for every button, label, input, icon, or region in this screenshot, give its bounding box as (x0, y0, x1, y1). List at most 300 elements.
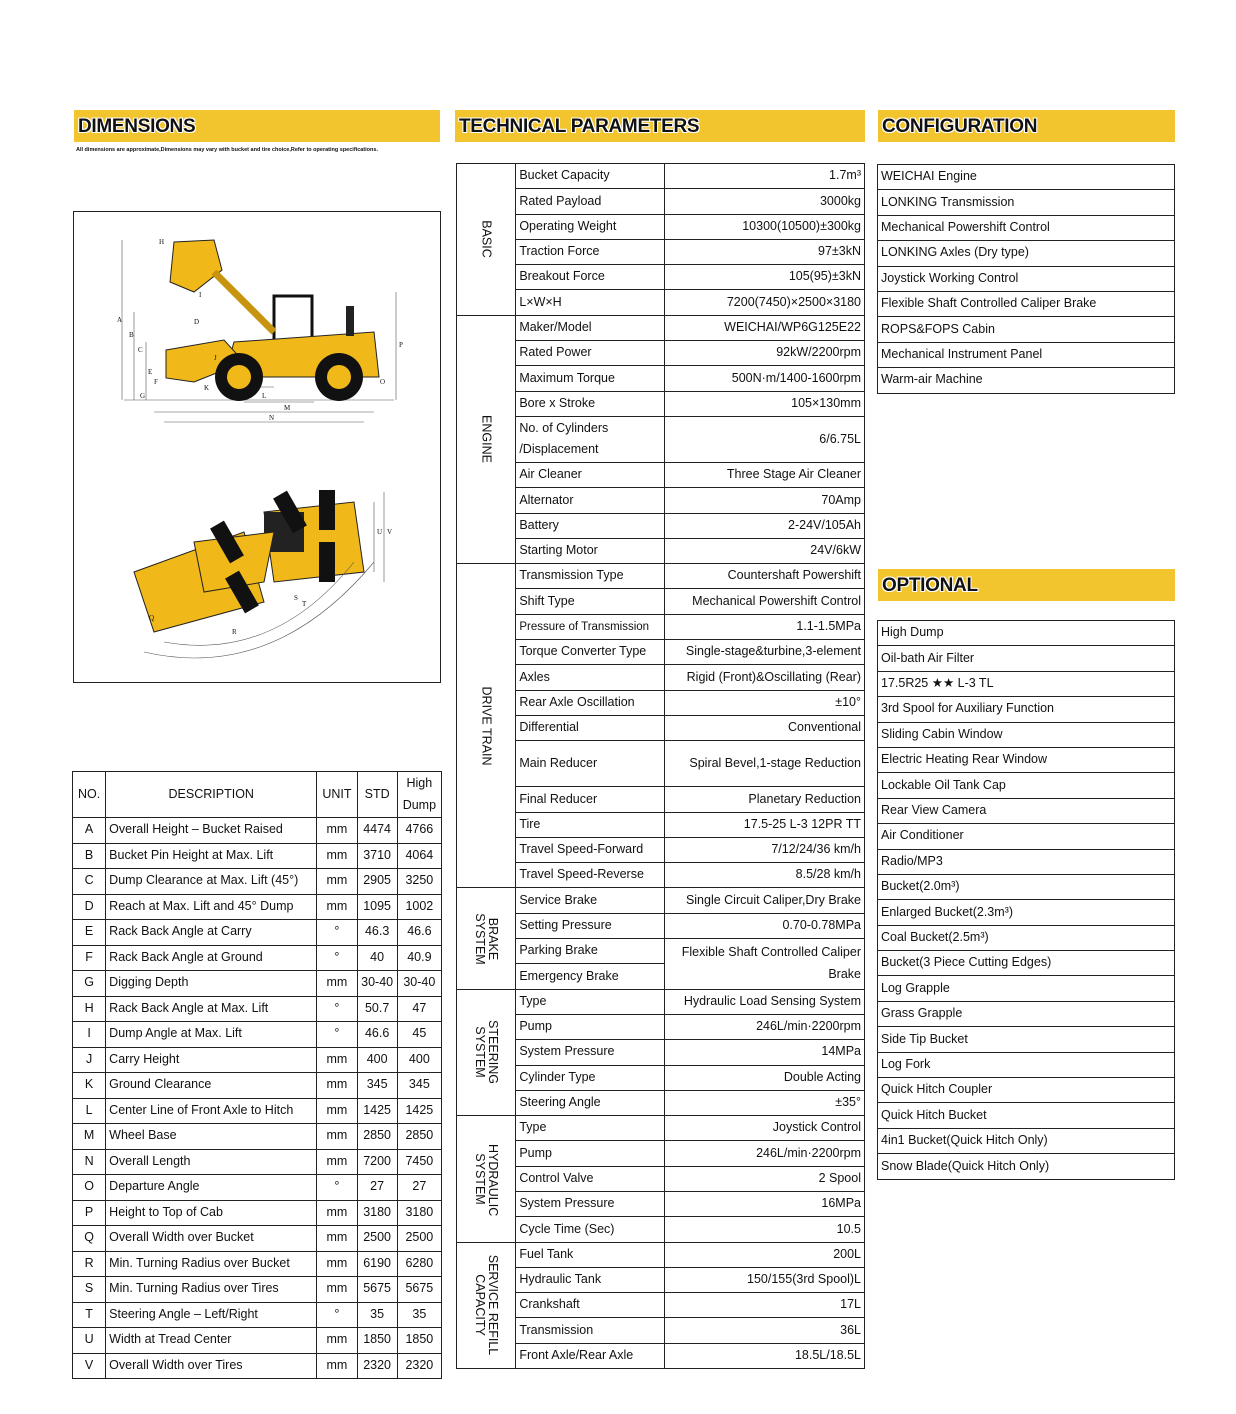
table-row (73, 1098, 442, 1124)
dim-no: K (73, 1073, 106, 1099)
param-value: ±35° (665, 1090, 865, 1115)
table-row (457, 462, 865, 487)
col-high-dump: High Dump (397, 772, 441, 818)
param-value: Single Circuit Caliper,Dry Brake (665, 888, 865, 913)
param-name: Maximum Torque (516, 366, 665, 391)
configuration-header-text: CONFIGURATION (882, 116, 1038, 137)
dim-std: 46.3 (357, 920, 397, 946)
param-value: ±10° (665, 690, 865, 715)
param-value: 1.7m³ (665, 164, 865, 189)
param-name: Axles (516, 665, 665, 690)
param-name: Setting Pressure (516, 913, 665, 938)
table-row (457, 341, 865, 366)
param-value: 7200(7450)×2500×3180 (665, 290, 865, 315)
optional-item: Log Fork (878, 1052, 1175, 1077)
dim-unit: mm (317, 843, 357, 869)
optional-item: Sliding Cabin Window (878, 722, 1175, 747)
label-R: R (232, 628, 237, 636)
label-M: M (284, 404, 291, 412)
optional-item: Air Conditioner (878, 824, 1175, 849)
param-name: System Pressure (516, 1040, 665, 1065)
configuration-item: Mechanical Powershift Control (878, 215, 1175, 240)
list-item (878, 925, 1175, 950)
param-value: Hydraulic Load Sensing System (665, 989, 865, 1014)
table-row (457, 715, 865, 740)
label-L: L (262, 392, 267, 400)
dim-high-dump: 2500 (397, 1226, 441, 1252)
configuration-list (877, 164, 1175, 394)
label-U: U (377, 528, 383, 536)
param-name: Steering Angle (516, 1090, 665, 1115)
dim-std: 46.6 (357, 1022, 397, 1048)
param-name: Fuel Tank (516, 1242, 665, 1267)
dim-no: Q (73, 1226, 106, 1252)
table-row (73, 1149, 442, 1175)
dim-unit: ° (317, 1175, 357, 1201)
param-value: 97±3kN (665, 239, 865, 264)
dim-description: Height to Top of Cab (106, 1200, 317, 1226)
param-name: Air Cleaner (516, 462, 665, 487)
dim-no: T (73, 1302, 106, 1328)
configuration-item: LONKING Axles (Dry type) (878, 241, 1175, 266)
dim-no: R (73, 1251, 106, 1277)
table-row (457, 1166, 865, 1191)
configuration-item: ROPS&FOPS Cabin (878, 317, 1175, 342)
dim-unit: mm (317, 818, 357, 844)
list-item (878, 951, 1175, 976)
label-H: H (159, 238, 165, 246)
param-name: Battery (516, 513, 665, 538)
configuration-item: Flexible Shaft Controlled Caliper Brake (878, 291, 1175, 316)
table-row (457, 989, 865, 1014)
param-name: Hydraulic Tank (516, 1267, 665, 1292)
table-row (457, 690, 865, 715)
table-row (457, 564, 865, 589)
param-value: 0.70-0.78MPa (665, 913, 865, 938)
configuration-header (878, 110, 1175, 142)
param-name: Bore x Stroke (516, 391, 665, 416)
param-name: Rated Power (516, 341, 665, 366)
param-value: 1.1-1.5MPa (665, 614, 865, 639)
dim-unit: mm (317, 1073, 357, 1099)
table-row (457, 614, 865, 639)
dim-description: Rack Back Angle at Max. Lift (106, 996, 317, 1022)
param-name: Type (516, 1116, 665, 1141)
dim-no: G (73, 971, 106, 997)
param-value: 24V/6kW (665, 538, 865, 563)
dim-std: 27 (357, 1175, 397, 1201)
dim-no: M (73, 1124, 106, 1150)
dim-description: Bucket Pin Height at Max. Lift (106, 843, 317, 869)
table-row (457, 1191, 865, 1216)
label-P: P (399, 341, 403, 349)
group-label: BASIC (479, 220, 494, 259)
param-name: Torque Converter Type (516, 640, 665, 665)
param-value: 17.5-25 L-3 12PR TT (665, 812, 865, 837)
table-row (457, 488, 865, 513)
dim-description: Steering Angle – Left/Right (106, 1302, 317, 1328)
list-item (878, 165, 1175, 190)
optional-item: 17.5R25 ★★ L-3 TL (878, 671, 1175, 696)
optional-item: Oil-bath Air Filter (878, 646, 1175, 671)
dimensions-table (72, 771, 442, 1379)
dim-std: 1425 (357, 1098, 397, 1124)
param-value: 2 Spool (665, 1166, 865, 1191)
table-row (457, 812, 865, 837)
param-name: Service Brake (516, 888, 665, 913)
list-item (878, 849, 1175, 874)
param-value: 16MPa (665, 1191, 865, 1216)
table-row (73, 1073, 442, 1099)
label-V: V (387, 528, 393, 536)
dim-no: H (73, 996, 106, 1022)
param-name: Crankshaft (516, 1293, 665, 1318)
dim-unit: mm (317, 1251, 357, 1277)
param-name: L×W×H (516, 290, 665, 315)
param-name: Travel Speed-Forward (516, 837, 665, 862)
dim-unit: ° (317, 1022, 357, 1048)
configuration-item: Mechanical Instrument Panel (878, 342, 1175, 367)
dim-no: U (73, 1328, 106, 1354)
param-value: 2-24V/105Ah (665, 513, 865, 538)
group-label: DRIVE TRAIN (479, 686, 494, 766)
dim-high-dump: 4766 (397, 818, 441, 844)
label-A: A (117, 316, 123, 324)
dim-std: 4474 (357, 818, 397, 844)
param-value: Three Stage Air Cleaner (665, 462, 865, 487)
param-value: 105×130mm (665, 391, 865, 416)
table-row (457, 416, 865, 462)
optional-item: Enlarged Bucket(2.3m³) (878, 900, 1175, 925)
param-value: 10300(10500)±300kg (665, 214, 865, 239)
table-row (73, 1251, 442, 1277)
param-name: Transmission (516, 1318, 665, 1343)
group-refill (457, 1242, 516, 1368)
optional-item: Coal Bucket(2.5m³) (878, 925, 1175, 950)
dim-unit: mm (317, 1149, 357, 1175)
label-S: S (294, 594, 298, 602)
table-row (457, 290, 865, 315)
technical-header-text: TECHNICAL PARAMETERS (459, 116, 700, 137)
configuration-item: WEICHAI Engine (878, 165, 1175, 190)
param-name: Parking Brake (516, 939, 665, 964)
dim-description: Overall Width over Tires (106, 1353, 317, 1379)
dim-description: Rack Back Angle at Carry (106, 920, 317, 946)
param-name: Traction Force (516, 239, 665, 264)
dim-std: 2500 (357, 1226, 397, 1252)
dim-high-dump: 40.9 (397, 945, 441, 971)
param-value: 70Amp (665, 488, 865, 513)
param-value: 92kW/2200rpm (665, 341, 865, 366)
param-name: Operating Weight (516, 214, 665, 239)
label-O: O (380, 378, 386, 386)
param-value: 246L/min·2200rpm (665, 1014, 865, 1039)
label-N: N (269, 414, 275, 422)
param-value: Joystick Control (665, 1116, 865, 1141)
dim-description: Dump Angle at Max. Lift (106, 1022, 317, 1048)
dim-high-dump: 27 (397, 1175, 441, 1201)
param-name: System Pressure (516, 1191, 665, 1216)
dim-high-dump: 7450 (397, 1149, 441, 1175)
param-name: Control Valve (516, 1166, 665, 1191)
param-value: 200L (665, 1242, 865, 1267)
dim-description: Reach at Max. Lift and 45° Dump (106, 894, 317, 920)
dim-unit: ° (317, 945, 357, 971)
dim-std: 40 (357, 945, 397, 971)
optional-header-text: OPTIONAL (882, 575, 978, 596)
group-label: BRAKE SYSTEM (473, 912, 501, 965)
table-row (73, 1277, 442, 1303)
dim-std: 1850 (357, 1328, 397, 1354)
param-name: Breakout Force (516, 265, 665, 290)
dim-high-dump: 47 (397, 996, 441, 1022)
table-row (73, 818, 442, 844)
group-steering (457, 989, 516, 1115)
dim-unit: mm (317, 1200, 357, 1226)
optional-list (877, 620, 1175, 1180)
dim-std: 5675 (357, 1277, 397, 1303)
table-row (457, 164, 865, 189)
list-item (878, 241, 1175, 266)
dim-no: B (73, 843, 106, 869)
optional-item: Snow Blade(Quick Hitch Only) (878, 1154, 1175, 1179)
list-item (878, 798, 1175, 823)
list-item (878, 697, 1175, 722)
optional-item: Quick Hitch Bucket (878, 1103, 1175, 1128)
table-row (73, 1124, 442, 1150)
list-item (878, 190, 1175, 215)
label-F: F (154, 378, 158, 386)
label-C: C (138, 346, 143, 354)
label-G: G (140, 392, 146, 400)
dim-unit: mm (317, 1353, 357, 1379)
dim-high-dump: 345 (397, 1073, 441, 1099)
param-value: 36L (665, 1318, 865, 1343)
dim-unit: mm (317, 1047, 357, 1073)
table-row (457, 366, 865, 391)
param-name: Rear Axle Oscillation (516, 690, 665, 715)
table-row (73, 869, 442, 895)
list-item (878, 1027, 1175, 1052)
param-name: Shift Type (516, 589, 665, 614)
optional-item: 4in1 Bucket(Quick Hitch Only) (878, 1128, 1175, 1153)
optional-item: Side Tip Bucket (878, 1027, 1175, 1052)
dimensions-header-text: DIMENSIONS (78, 116, 196, 137)
dim-unit: mm (317, 1098, 357, 1124)
list-item (878, 266, 1175, 291)
dim-high-dump: 6280 (397, 1251, 441, 1277)
table-row (457, 939, 865, 964)
dim-unit: ° (317, 1302, 357, 1328)
table-row (457, 640, 865, 665)
list-item (878, 1103, 1175, 1128)
dim-no: C (73, 869, 106, 895)
dim-unit: mm (317, 1277, 357, 1303)
table-row (457, 1014, 865, 1039)
dim-unit: mm (317, 869, 357, 895)
label-I: I (199, 291, 202, 299)
list-item (878, 1001, 1175, 1026)
dim-unit: mm (317, 1226, 357, 1252)
param-name: Bucket Capacity (516, 164, 665, 189)
dim-high-dump: 2320 (397, 1353, 441, 1379)
list-item (878, 824, 1175, 849)
table-row (73, 1226, 442, 1252)
param-name: Emergency Brake (516, 964, 665, 989)
list-item (878, 317, 1175, 342)
param-name: Cylinder Type (516, 1065, 665, 1090)
dim-no: V (73, 1353, 106, 1379)
param-value: 10.5 (665, 1217, 865, 1242)
dim-std: 2320 (357, 1353, 397, 1379)
dimensions-header (74, 110, 440, 142)
table-row (73, 945, 442, 971)
list-item (878, 646, 1175, 671)
table-row (73, 971, 442, 997)
param-name: Transmission Type (516, 564, 665, 589)
list-item (878, 621, 1175, 646)
table-row (457, 315, 865, 340)
dim-description: Overall Height – Bucket Raised (106, 818, 317, 844)
table-row (457, 1090, 865, 1115)
list-item (878, 368, 1175, 393)
dim-description: Wheel Base (106, 1124, 317, 1150)
dim-high-dump: 46.6 (397, 920, 441, 946)
param-name: Travel Speed-Reverse (516, 863, 665, 888)
param-value: Flexible Shaft Controlled Caliper Brake (665, 939, 865, 990)
loader-drawing (73, 211, 441, 683)
group-engine (457, 315, 516, 563)
list-item (878, 773, 1175, 798)
param-value: Planetary Reduction (665, 787, 865, 812)
param-value: Rigid (Front)&Oscillating (Rear) (665, 665, 865, 690)
dim-description: Digging Depth (106, 971, 317, 997)
param-name: Pressure of Transmission (516, 614, 665, 639)
dim-no: P (73, 1200, 106, 1226)
dim-no: O (73, 1175, 106, 1201)
dim-no: I (73, 1022, 106, 1048)
list-item (878, 1078, 1175, 1103)
technical-header (455, 110, 865, 142)
optional-item: Bucket(3 Piece Cutting Edges) (878, 951, 1175, 976)
list-item (878, 1128, 1175, 1153)
param-value: 500N·m/1400-1600rpm (665, 366, 865, 391)
dim-std: 3710 (357, 843, 397, 869)
optional-item: Grass Grapple (878, 1001, 1175, 1026)
table-row (73, 843, 442, 869)
label-K: K (204, 384, 210, 392)
dim-no: S (73, 1277, 106, 1303)
dim-std: 2850 (357, 1124, 397, 1150)
dim-description: Overall Width over Bucket (106, 1226, 317, 1252)
table-row (457, 837, 865, 862)
dim-no: F (73, 945, 106, 971)
dim-unit: ° (317, 996, 357, 1022)
param-value: 150/155(3rd Spool)L (665, 1267, 865, 1292)
param-name: Final Reducer (516, 787, 665, 812)
dim-std: 345 (357, 1073, 397, 1099)
dim-description: Min. Turning Radius over Tires (106, 1277, 317, 1303)
dim-high-dump: 30-40 (397, 971, 441, 997)
table-row (73, 1200, 442, 1226)
param-value: Single-stage&turbine,3-element (665, 640, 865, 665)
dim-std: 50.7 (357, 996, 397, 1022)
dim-description: Rack Back Angle at Ground (106, 945, 317, 971)
label-D: D (194, 318, 200, 326)
dim-no: J (73, 1047, 106, 1073)
param-value: Conventional (665, 715, 865, 740)
param-value: 105(95)±3kN (665, 265, 865, 290)
dim-std: 3180 (357, 1200, 397, 1226)
param-name: Tire (516, 812, 665, 837)
dim-description: Dump Clearance at Max. Lift (45°) (106, 869, 317, 895)
table-row (457, 1040, 865, 1065)
table-row (457, 787, 865, 812)
param-name: Differential (516, 715, 665, 740)
dim-std: 2905 (357, 869, 397, 895)
configuration-item: Joystick Working Control (878, 266, 1175, 291)
group-label: SERVICE REFILL CAPACITY (473, 1255, 501, 1356)
list-item (878, 900, 1175, 925)
dim-unit: ° (317, 920, 357, 946)
group-label: HYDRAULIC SYSTEM (473, 1143, 501, 1217)
optional-item: Rear View Camera (878, 798, 1175, 823)
param-value: Spiral Bevel,1-stage Reduction (665, 741, 865, 787)
col-unit: UNIT (317, 772, 357, 818)
dim-no: N (73, 1149, 106, 1175)
optional-item: High Dump (878, 621, 1175, 646)
table-row (73, 1047, 442, 1073)
param-value: 8.5/28 km/h (665, 863, 865, 888)
dim-unit: mm (317, 971, 357, 997)
top-view-loader (134, 490, 364, 632)
table-row (457, 513, 865, 538)
param-name: No. of Cylinders /Displacement (516, 416, 665, 462)
list-item (878, 291, 1175, 316)
table-row (457, 265, 865, 290)
param-value: 246L/min·2200rpm (665, 1141, 865, 1166)
param-value: Countershaft Powershift (665, 564, 865, 589)
list-item (878, 874, 1175, 899)
label-B: B (129, 331, 134, 339)
param-value: 17L (665, 1293, 865, 1318)
list-item (878, 671, 1175, 696)
param-name: Starting Motor (516, 538, 665, 563)
dim-high-dump: 3250 (397, 869, 441, 895)
table-row (457, 665, 865, 690)
table-row (457, 189, 865, 214)
dim-std: 35 (357, 1302, 397, 1328)
col-description: DESCRIPTION (106, 772, 317, 818)
dim-no: E (73, 920, 106, 946)
table-row (457, 888, 865, 913)
param-value: Double Acting (665, 1065, 865, 1090)
dim-description: Overall Length (106, 1149, 317, 1175)
table-row (457, 1141, 865, 1166)
label-E: E (148, 368, 153, 376)
dimensions-table-header (73, 772, 442, 818)
param-name: Pump (516, 1014, 665, 1039)
dim-high-dump: 35 (397, 1302, 441, 1328)
table-row (73, 1353, 442, 1379)
dim-std: 400 (357, 1047, 397, 1073)
group-hydraulic (457, 1116, 516, 1242)
table-row (457, 913, 865, 938)
dim-no: A (73, 818, 106, 844)
optional-item: Bucket(2.0m³) (878, 874, 1175, 899)
table-row (73, 1328, 442, 1354)
param-value: 3000kg (665, 189, 865, 214)
